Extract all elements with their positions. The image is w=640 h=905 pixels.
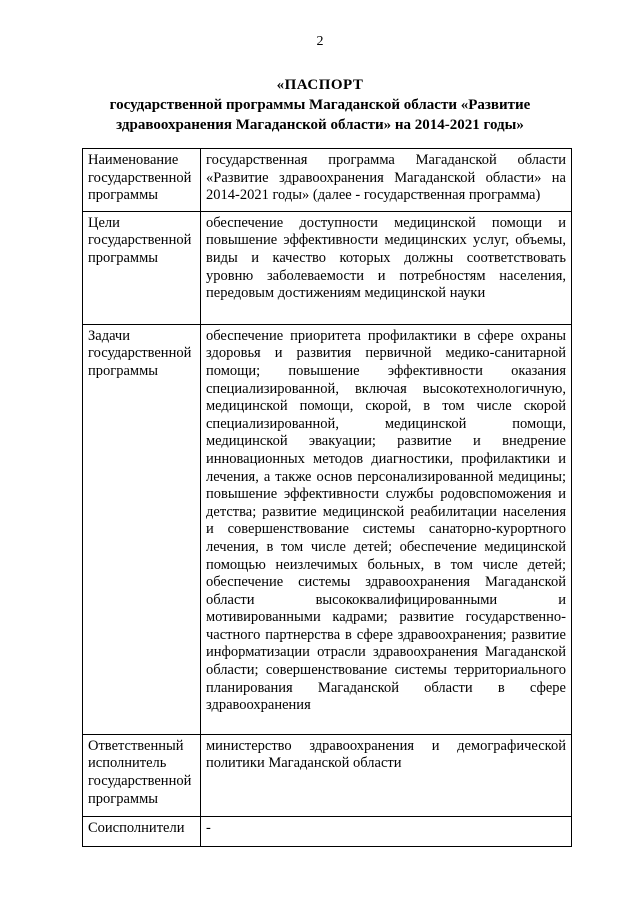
row-label: Цели государственной программы xyxy=(83,211,201,324)
table-row xyxy=(83,734,572,816)
row-value: обеспечение доступности медицинской помощи и повышение эффективности медицинских услуг, объемы, виды и качество которых должны соответствовать уровню заболеваемости и потребностям населения, передовым достижениям медицинской науки xyxy=(201,211,572,324)
row-label: Соисполнители xyxy=(83,816,201,846)
page-number: 2 xyxy=(316,34,324,49)
passport-table xyxy=(82,148,572,847)
table-row xyxy=(83,324,572,734)
row-label: Ответственный исполнитель государственной программы xyxy=(83,734,201,816)
row-value: - xyxy=(201,816,572,846)
table-row xyxy=(83,816,572,846)
row-label: Наименование государственной программы xyxy=(83,149,201,212)
title-line-3: здравоохранения Магаданской области» на 2014-2021 годы» xyxy=(116,117,524,133)
row-label: Задачи государственной программы xyxy=(83,324,201,734)
title-line-1: «ПАСПОРТ xyxy=(276,77,364,93)
row-value: обеспечение приоритета профилактики в сфере охраны здоровья и развития первичной медико-санитарной помощи; повышение эффективности оказания специализированной, включая высокотехнологичную, медицинской помощи, скорой, в том числе скорой специализированной, медицинской помощи, медицинской эвакуации; развитие и внедрение инновационных методов диагностики, профилактики и лечения, а также основ персонализированной медицины; повышение эффективности службы родовспоможения и детства; развитие медицинской реабилитации населения и совершенствование системы санаторно-курортного лечения, в том числе детей; обеспечение медицинской помощью неизлечимых больных, в том числе детей; обеспечение системы здравоохранения Магаданской области высококвалифицированными и мотивированными кадрами; развитие государственно-частного партнерства в сфере здравоохранения; развитие информатизации отрасли здравоохранения Магаданской области; совершенствование системы территориального планирования Магаданской области в сфере здравоохранения xyxy=(201,324,572,734)
title-line-2: государственной программы Магаданской области «Развитие xyxy=(109,97,531,113)
table-row xyxy=(83,211,572,324)
table-row xyxy=(83,149,572,212)
document-title xyxy=(100,75,540,135)
row-value: министерство здравоохранения и демографической политики Магаданской области xyxy=(201,734,572,816)
row-value: государственная программа Магаданской области «Развитие здравоохранения Магаданской области» на 2014-2021 годы» (далее - государственная программа) xyxy=(201,149,572,212)
